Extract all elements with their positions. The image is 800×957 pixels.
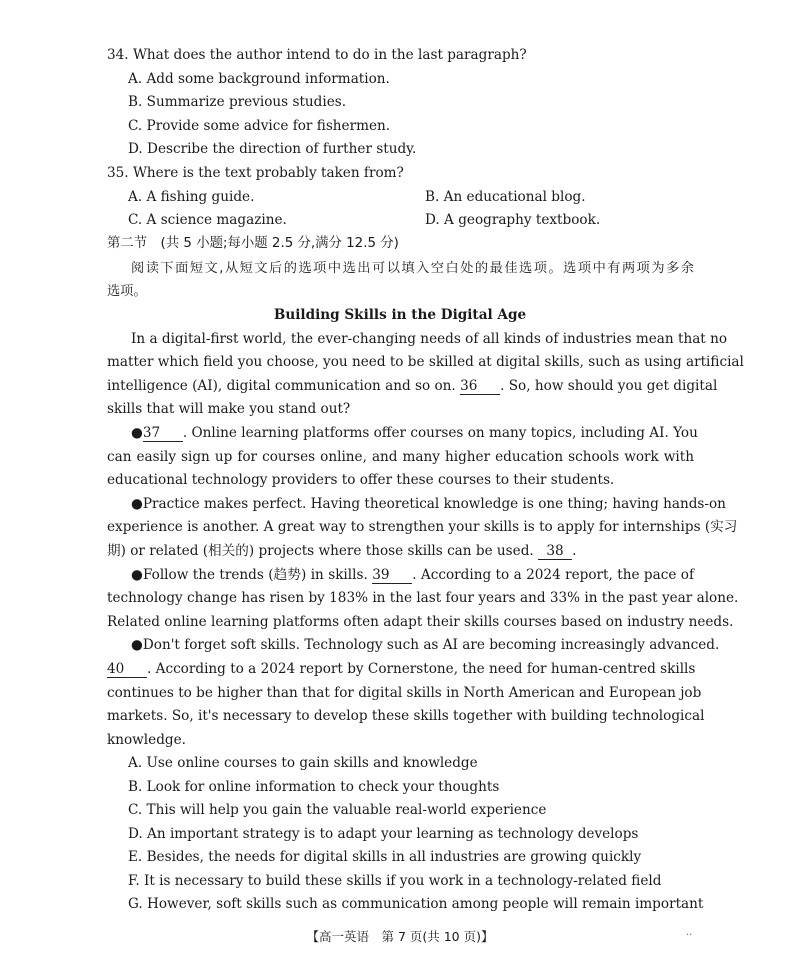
- p4-line-1: [107, 565, 694, 585]
- corner-mark: ··: [686, 930, 693, 941]
- blank-36: 36: [460, 378, 500, 395]
- p4-line-1-end: . According to a 2024 report, the pace of: [412, 567, 694, 583]
- choice-d: D. An important strategy is to adapt your learning as technology develops: [128, 826, 639, 842]
- p3-line-3-end: .: [572, 543, 577, 559]
- choice-c: C. This will help you gain the valuable real-world experience: [128, 802, 547, 818]
- p2-line-3: educational technology providers to offer these courses to their students.: [107, 472, 615, 488]
- p1-line-3-start: intelligence (AI), digital communication and so on.: [107, 378, 456, 394]
- p5-line-2-end: . According to a 2024 report by Cornerstone, the need for human-centred skills: [147, 661, 696, 677]
- p4-line-1-start: ●Follow the trends (趋势) in skills.: [131, 567, 368, 583]
- q34-option-d: D. Describe the direction of further study.: [128, 141, 417, 157]
- p2-line-1: [107, 423, 698, 443]
- q34-option-b: B. Summarize previous studies.: [128, 94, 347, 110]
- question-35-stem: 35. Where is the text probably taken from?: [107, 165, 404, 181]
- p2-line-2: can easily sign up for courses online, and many higher education schools work with: [107, 449, 694, 465]
- bullet-icon: ●: [131, 425, 143, 441]
- p1-line-3: [107, 376, 718, 396]
- choice-b: B. Look for online information to check your thoughts: [128, 779, 500, 795]
- q35-options-row-2: [128, 210, 800, 230]
- q35-option-c: C. A science magazine.: [128, 212, 287, 228]
- q35-option-a: A. A fishing guide.: [128, 189, 255, 205]
- p5-line-3: continues to be higher than that for digital skills in North American and European job: [107, 685, 702, 701]
- p4-line-3: Related online learning platforms often adapt their skills courses based on industry needs.: [107, 614, 734, 630]
- p3-line-2: experience is another. A great way to strengthen your skills is to apply for internships (实习: [107, 519, 738, 535]
- choice-g: G. However, soft skills such as communication among people will remain important: [128, 896, 704, 912]
- choice-f: F. It is necessary to build these skills if you work in a technology-related field: [128, 873, 662, 889]
- p1-line-2: matter which field you choose, you need to be skilled at digital skills, such as using artificial: [107, 354, 744, 370]
- p1-line-1: In a digital-first world, the ever-changing needs of all kinds of industries mean that no: [131, 331, 728, 347]
- p1-line-4: skills that will make you stand out?: [107, 401, 351, 417]
- section-instructions-line-2: 选项。: [107, 284, 147, 299]
- p5-line-2: [107, 659, 694, 679]
- choice-a: A. Use online courses to gain skills and knowledge: [128, 755, 478, 771]
- q34-option-c: C. Provide some advice for fishermen.: [128, 118, 391, 134]
- p3-line-1: ●Practice makes perfect. Having theoretical knowledge is one thing; having hands-on: [131, 496, 726, 512]
- p3-line-3: [107, 541, 694, 561]
- q35-options-row-1: [128, 187, 800, 207]
- p1-line-3-end: . So, how should you get digital: [500, 378, 718, 394]
- blank-40: 40: [107, 661, 147, 678]
- choice-e: E. Besides, the needs for digital skills in all industries are growing quickly: [128, 849, 642, 865]
- question-34-stem: 34. What does the author intend to do in the last paragraph?: [107, 47, 527, 63]
- p3-line-3-start: 期) or related (相关的) projects where those skills can be used.: [107, 543, 534, 559]
- q34-option-a: A. Add some background information.: [128, 71, 390, 87]
- p5-line-4: markets. So, it's necessary to develop these skills together with building technological: [107, 708, 705, 724]
- q35-option-d: D. A geography textbook.: [425, 212, 601, 228]
- q35-option-b: B. An educational blog.: [425, 189, 586, 205]
- p2-line-1-end: . Online learning platforms offer courses on many topics, including AI. You: [182, 425, 698, 441]
- p5-line-5: knowledge.: [107, 732, 186, 748]
- blank-39: 39: [372, 567, 412, 584]
- page-footer: 【高一英语 第 7 页(共 10 页)】: [306, 929, 494, 944]
- blank-37: 37: [143, 425, 183, 442]
- section-instructions-line-1: 阅读下面短文,从短文后的选项中选出可以填入空白处的最佳选项。选项中有两项为多余: [131, 261, 694, 276]
- p4-line-2: technology change has risen by 183% in the last four years and 33% in the past year alone.: [107, 590, 739, 606]
- p5-line-1: ●Don't forget soft skills. Technology such as AI are becoming increasingly advanced.: [131, 637, 720, 653]
- section-heading: 第二节 (共 5 小题;每小题 2.5 分,满分 12.5 分): [107, 236, 399, 251]
- passage-title: Building Skills in the Digital Age: [273, 307, 527, 323]
- blank-38: 38: [538, 543, 572, 560]
